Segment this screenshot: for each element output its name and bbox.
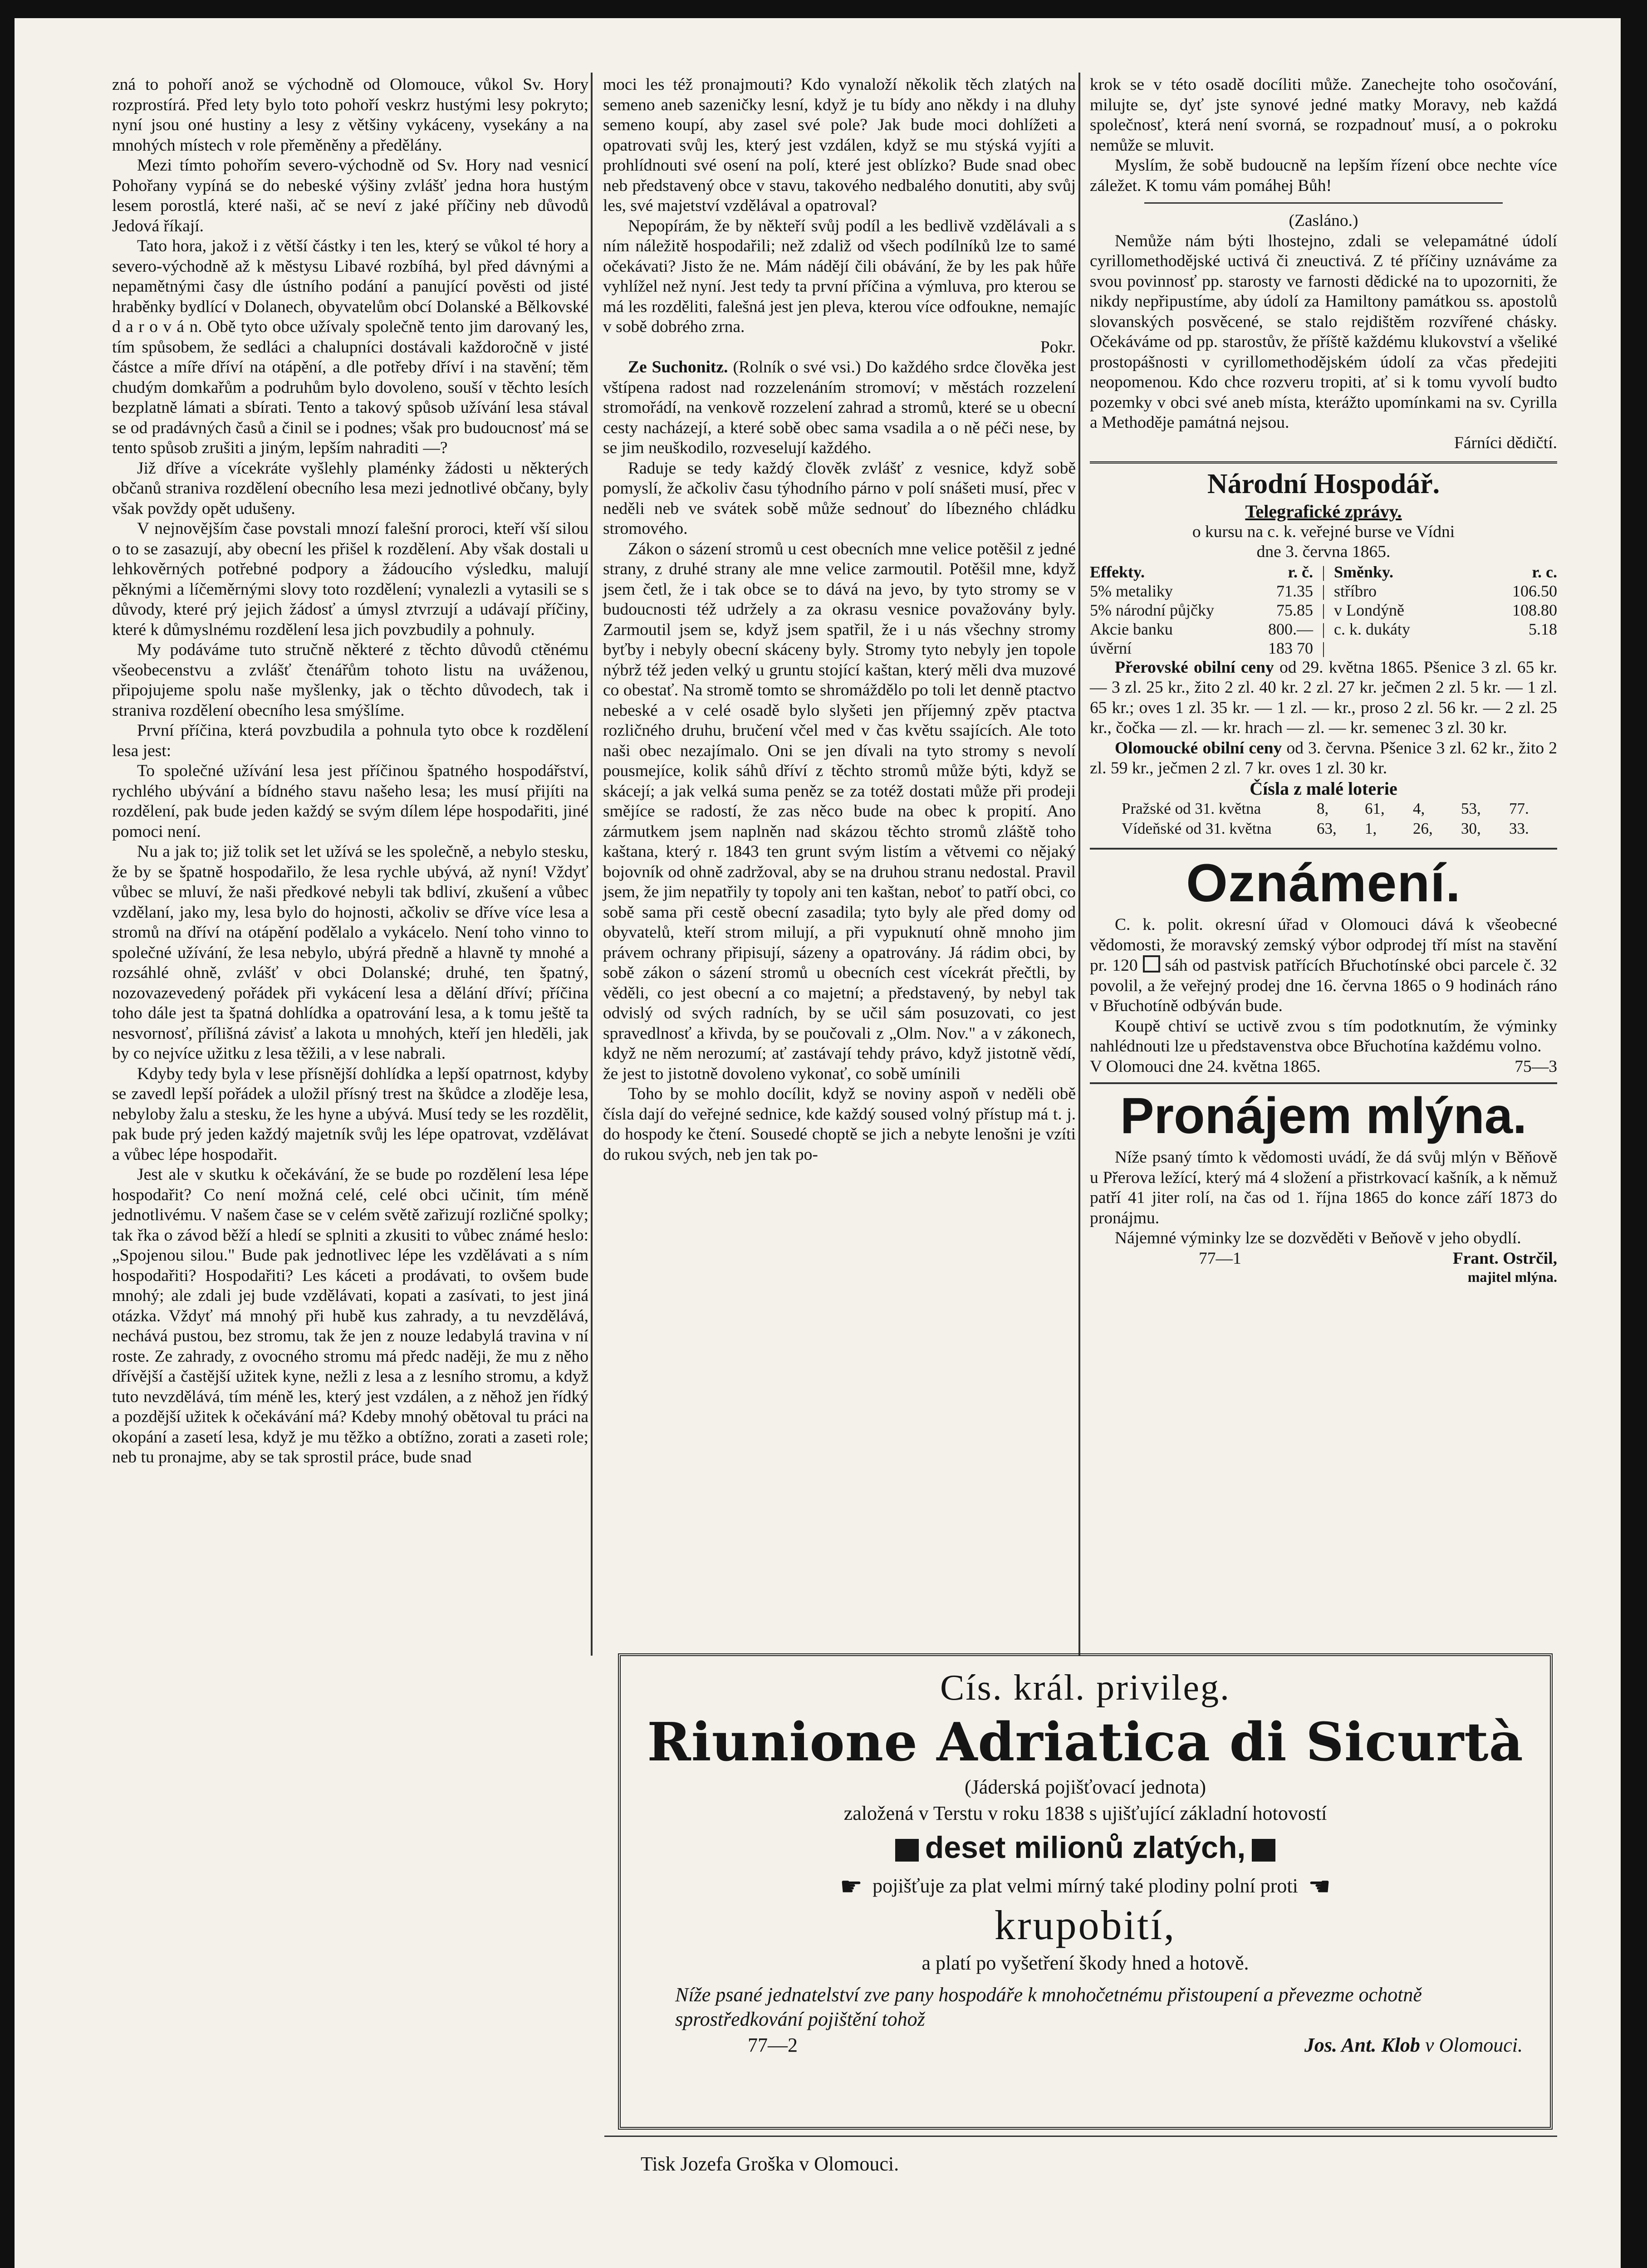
fx-row-value: 106.50 xyxy=(1512,582,1557,600)
ad-agent-name: Jos. Ant. Klob xyxy=(1304,2034,1420,2056)
fx-row-label: stříbro xyxy=(1334,582,1377,600)
divider xyxy=(1090,458,1557,464)
black-bar-icon xyxy=(895,1839,919,1862)
pronajem-signature xyxy=(1090,1249,1557,1269)
oznameni-text xyxy=(1090,915,1557,1017)
ad-pays: a platí po vyšetření škody hned a hotově. xyxy=(922,1952,1249,1974)
telegraph-heading: Telegrafické zprávy. xyxy=(1245,501,1402,522)
col2-ze-article xyxy=(603,357,1076,459)
fx-row-value: 183 70 xyxy=(1268,639,1313,657)
lottery-number: 77. xyxy=(1509,800,1529,817)
col1-para-6: My podáváme tuto stručně některé z těchto důvodů ctěnému všeobecenstvu a zvlášť čtenářům tohoto listu na uváženou, připojujeme spolu naše myšlenky, jak o těchto důvodech, tak i straniva rozdělení obecního lesa smýšlíme. xyxy=(112,640,588,720)
ad-number: 77—2 xyxy=(748,2034,798,2056)
col2-sign: Pokr. xyxy=(1040,337,1076,357)
divider xyxy=(1090,1079,1557,1084)
ad-privileg: Cís. král. privileg. xyxy=(940,1668,1230,1708)
col1-para-8: To společné užívání lesa jest příčinou špatného hospodářství, rychlého ubývání a bídného stavu našeho lesa; les musí přijíti na rozdělení, pak bude jeden každý se svým dílem lépe hospodařiti, jiné pomoci není. xyxy=(112,762,588,841)
fx-head-effects: Effekty. xyxy=(1090,562,1145,581)
pronajem-owner-title: majitel mlýna. xyxy=(1467,1269,1557,1285)
lottery-heading: Čísla z malé loterie xyxy=(1250,778,1397,799)
pointing-hand-left-icon: ☚ xyxy=(1308,1873,1331,1901)
divider xyxy=(1144,196,1503,204)
lottery-number: 8, xyxy=(1317,800,1329,817)
kurs-date: dne 3. června 1865. xyxy=(1256,543,1391,561)
col1-para-1: zná to pohoří anož se východně od Olomouce, vůkol Sv. Hory rozprostírá. Před lety bylo toto pohoří veskrz hustými lesy pokryto; nyní jsou oné hustiny a lesy z většiny vykáceny, vysekány a na mnohých místech v role přeměněny a předělány. xyxy=(112,75,588,155)
column-divider-1 xyxy=(591,73,593,1656)
zaslano-signature: Fárníci dědičtí. xyxy=(1454,433,1557,452)
col1-para-7: První příčina, která povzbudila a pohnula tyto obce k rozdělení lesa jest: xyxy=(112,721,588,760)
lottery-label: Vídeňské od 31. května xyxy=(1122,820,1272,837)
col2-para-3: Raduje se tedy každý člověk zvlášť z vesnice, když sobě pomyslí, že ačkoliv času týhodního párno v polí snášeti musí, přec v neděli neb ve svátek sobě může sednouť do líbezného chládku stromového. xyxy=(603,459,1076,538)
ad-insures-text: pojišťuje za plat velmi mírný také plodiny polní proti xyxy=(873,1875,1298,1897)
column-3 xyxy=(1090,75,1557,1653)
pronajem-text-2: Nájemné výminky lze se dozvěděti v Beňově v jeho obydlí. xyxy=(1115,1229,1521,1247)
zaslano-text: Nemůže nám býti lhostejno, zdali se velepamátné údolí cyrillomethodějské uctivá či zneuctivá. Z té příčiny uznáváme za svou povinnosť pp. starosty ve farnosti dědické na to upozorniti, že nikdy nepřipustíme, aby údolí za Hamiltony památkou ss. apostolů slovanských posvěcené, se stalo rejdištěm rozvířené chásky. Očekáváme od pp. starostův, že příště každému klukovství a všeliké prostopášnosti v cyrillomethodějském údolí za včas předejiti neopomenou. Kdo chce rozveru tropiti, ať si k tomu vyvolí budto pozemky v obci své aneb místa, kterážto upomínkami na sv. Cyrilla a Methoděje památná nejsou. xyxy=(1090,231,1557,432)
fx-row-value: 75.85 xyxy=(1276,601,1313,619)
lottery-number: 26, xyxy=(1413,820,1433,837)
lottery-number: 4, xyxy=(1413,800,1425,817)
col2-para-4: Zákon o sázení stromů u cest obecních mne velice potěšil z jedné strany, z druhé strany ale mne velice zarmoutil. Potěšil mne, když jsem četl, že i tak obce se to dává na jevo, by tyto stromy se v budoucnosti též udržely a za okrasu vesnice považovány byly. Zarmoutil jsem se, když jsem spatřil, že i u nás všechny stromy byťby i nebyly obecní skáceny byly. Stromy tyto nebyly jen topole nýbrž též jeden velký u gruntu stojící kaštan, který měli dva muzové co obestať. Na stromě tomto se shromáždělo po toli let denně ptactvo nebeské a v celé osadě bylo slyšeti jen příjemný zpěv ptactva rozličného druhu, bručení včel med v čas květu ssajících. Ale toto naši obec nezajímalo. Oni se jen dívali na tyto stromy s nevolí pousmejíce, kolik sáhů dříví z těchto stromů může býti, když se skácejí; a jak velká suma peněz se za totéž dostati může při prodeji smějíce se radostí, že zas něco bude na obec k propití. Ano zármutkem jsem naplněn nad skázou těchto stromů zláště toho kaštana, který r. 1843 ten grunt svým listím a větvemi co nějaký bojovník od ohně zadržoval, aby se na druhou stranu nedostal. Pravil jsem, že jim nepatřily ty topoly ani ten kaštan, neboť to patří obci, co sobě sama při cestě obecní zasadila; tyto byly ale před domy od obyvatelů, kteří strom milují, a při vypuknutí ohně mnoho jim právem ochrany připisují, sázeny a opatrovány. Já rádim obci, by sobě zákon o sázení stromů u obecních cest vícekrát přečtli, by věděli, co jest obecní a co majetní; a představený, by nebyl tak odvislý od svých radních, by se učil sám posuzovati, co jest spravedlnosť a křivda, by se poučovali z „Olm. Nov." a v zákonech, když ne něm nerozumí; ať zastávají tehdy právo, když jistotně vědí, že jest to jistotně dovoleno vykonať, co sobě umínili xyxy=(603,539,1076,1083)
col1-para-4: Již dříve a vícekráte vyšlehly plaménky žádosti u některých občanů straniva rozdělení obecního lesa mezi jednotlivé občany, byly však povždy opět udušeny. xyxy=(112,459,588,518)
olomouc-text: od 3. června. Pšenice 3 zl. 62 kr., žito 2 zl. 59 kr., ječmen 2 zl. 7 kr. oves 1 zl. 30 kr. xyxy=(1090,738,1558,777)
exchange-table: Effekty. r. č. | Směnky. r. c. 5% metaliky 71.35 | stříbro 106.50 5% národní půjčky 75.85 | v Londýně 108.80 Akcie banku 800.— | c. k. dukáty 5.18 úvěrní 183 70 | xyxy=(1090,562,1557,657)
col2-para-2: Nepopírám, že by někteří svůj podíl a les bedlivě vzdělávali a s ním náležitě hospodařili; než zdaliž od všech podílníků lze to samé očekávati? Jisto že ne. Mám nádějí čili obávání, že by les pak hůře vyhlížel než nyní. Jest tedy ta první příčina a výmluva, pro kterou se má les rozděliti, falešná jest jen pleva, kterou více odfoukne, nemajíc v sobě dobrého zrna. xyxy=(603,216,1076,336)
ad-capital xyxy=(621,1827,1550,1868)
col1-para-3: Tato hora, jakož i z větší částky i ten les, který se vůkol té hory a severo-východně až k městysu Libavé rozbíhá, byl před dávnými a nepamětnými časy dle ústního podání a panující pověsti od jisté hraběnky bydlící v Dolanech, obyvatelům obcí Dolanské a Bělkovské d a r o v á n. Obě tyto obce užívaly společně tento jim darovaný les, tím spůsobem, že sedláci a chalupníci dostávali každoročně v jisté částce a míře dříví na otápění, a dle potřeby dříví i na stavění; těm chudým domkařům a podruhům bylo dovoleno, souší v těchto lesích bezplatně lámati a sbírati. Tento a takový spůsob užívání lesa stával se od pradávných časů a činil se i podnes; však pro budoucnosť má se tento spůsob zrušiti a jiným, lepším nahraditi —? xyxy=(112,237,588,457)
ad-agent-place: v Olomouci. xyxy=(1425,2034,1523,2056)
pronajem-number: 77—1 xyxy=(1199,1249,1241,1268)
fx-row-label: c. k. dukáty xyxy=(1334,620,1410,638)
col3-para-2: Myslím, že sobě budoucně na lepším řízení obce nechte více záležet. K tomu vám pomáhej Bůh! xyxy=(1090,156,1557,195)
prerov-heading: Přerovské obilní ceny xyxy=(1115,658,1274,677)
fx-row-value: 108.80 xyxy=(1512,601,1557,619)
insurance-advertisement xyxy=(618,1653,1553,2130)
kurs-line: o kursu na c. k. veřejné burse ve Vídni xyxy=(1192,522,1455,541)
column-2 xyxy=(603,75,1076,1581)
column-1 xyxy=(112,75,588,2175)
black-bar-icon xyxy=(1252,1839,1275,1862)
oznameni-text-1: C. k. polit. okresní úřad v Olomouci dává k všeobecné vědomosti, že moravský zemský výbor odprodej tří míst na stavění pr. 120 xyxy=(1090,915,1557,975)
oznameni-place-date: V Olomouci dne 24. května 1865. xyxy=(1090,1057,1321,1076)
fx-head-rc-right: r. c. xyxy=(1532,562,1557,581)
oznameni-number: 75—3 xyxy=(1515,1057,1557,1076)
col1-para-10: Kdyby tedy byla v lese přísnější dohlídka a lepší opatrnost, kdyby se zavedl lepší pořádek a uložil přísný trest na škůdce a zloděje lesa, nebyloby žalu a stesku, že les hyne a ubývá. Musí tedy se les rozdělit, pak bude prý jeden každý majetník svůj les lépe opatrovat, vzdělávat a vůbec lépe hospodařit. xyxy=(112,1064,588,1164)
col3-para-1: krok se v této osadě docíliti může. Zanechejte toho osočování, milujte se, dyť jste synové jedné matky Moravy, neb každá společnosť, která není svorná, se rozpadnouť musí, a o pokroku nemůže se mluvit. xyxy=(1090,75,1557,155)
lottery-number: 63, xyxy=(1317,820,1337,837)
col1-para-9: Nu a jak to; již tolik set let užívá se les společně, a nebylo stesku, že by se špatně hospodařilo, že lesa rychle ubývá, až nyní! Vždyť vůbec se mluví, že naši předkové nebyli tak bdliví, zkušení a vůbec vzdělaní, jako my, lesa bylo do hojnosti, ačkoliv se dříve více lesa a stromů na dříví na otápění podělalo a vykácelo. Není toho vinno to společné užívání, že lesa nebylo, ubýrá předně a hlavně ty mnohé a rozsáhlé ohně, zvlášť v obci Dolanské; druhé, ten špatný, nozovazevedený pořádek při vykácení lesa a dělání dříví; příčina toho dále jest ta špatná dohlídka a opatrování lesa, a k tomu ještě ta nesvornosť, přílišná závisť a lakota u mnohých, kteří jen hleděli, jak by co nejvíce užitku z lesa těžili, a v lese nabrali. xyxy=(112,842,588,1063)
ad-capital-text: deset milionů zlatých, xyxy=(925,1830,1246,1865)
col2-para-1: moci les též pronajmouti? Kdo vynaloží několik těch zlatých na semeno aneb sazeničky lesní, když je tu bídy ano někdy i na dluhy semeno koupí, aby zasel své pole? Jak bude moci dohlížeti a opatrovati svůj les, který jest vzdálen, když se mu stýská vyjíti a prohlídnouti své osení na polí, které jest oblízko? Bude snad obec neb představený obce v stavu, takového nedbalého donutiti, aby svůj les, své majetství vzdělával a opatroval? xyxy=(603,75,1076,215)
pointing-hand-right-icon: ☛ xyxy=(839,1873,863,1901)
prerov-text: od 29. května 1865. Pšenice 3 zl. 65 kr. — 3 zl. 25 kr., žito 2 zl. 40 kr. 2 zl. 27 kr. ječmen 2 zl. 5 kr. — 1 zl. 65 kr.; oves 1 zl. 35 kr. — 1 zl. — kr., proso 2 zl. 56 kr. — 2 zl. 25 kr., čočka — zl. — kr. hrach — zl. — kr. semenec 3 zl. 30 kr. xyxy=(1090,658,1558,737)
lottery-label: Pražské od 31. května xyxy=(1122,800,1261,817)
square-mark-icon xyxy=(1143,955,1160,973)
fx-row-label: 5% národní půjčky xyxy=(1090,601,1214,619)
col1-para-5: V nejnovějším čase povstali mnozí falešní proroci, kteří vší silou o to se zasazují, aby obecní les přišel k rozdělení. Aby však dostali u lehkověrných potřebné podpory a žádoucího výsledku, malují pěknými a líčeměrnými slovy toto rozdělení; vynalezli a vytasili se s důvody, které prý jejich žádosť a úmysl ztvrzují a udávají příčiny, které k důmyslnému rozdělení lesa jich povzbudily a pohnuly. xyxy=(112,519,588,639)
fx-head-bills: Směnky. xyxy=(1334,562,1394,581)
lottery-number: 33. xyxy=(1509,820,1529,837)
ad-signature xyxy=(621,2032,1550,2057)
col2-para-5: Toho by se mohlo docílit, když se noviny aspoň v neděli obě čísla dají do veřejné sednice, kde každý soused volný přístup má t. j. do hospody ke čtení. Sousedé choptě se jich a nebyte lenošni je vzíti do rukou svých, neb jen tak po- xyxy=(603,1085,1076,1164)
ad-founded: založená v Terstu v roku 1838 s ujišťující základní hotovostí xyxy=(843,1802,1327,1824)
ad-insures xyxy=(621,1873,1550,1900)
col1-para-2: Mezi tímto pohořím severo-východně od Sv. Hory nad vesnicí Pohořany vypíná se do nebeské výšiny zvlášť jedna hora hustým lesem porostlá, které naši, ač se neví z jaké příčiny neb důvodů Jedová říkají. xyxy=(112,156,588,235)
olomouc-prices xyxy=(1090,738,1557,779)
lottery-number: 61, xyxy=(1365,800,1385,817)
ad-company-name: Riunione Adriatica di Sicurtà xyxy=(647,1711,1524,1773)
footer-rule xyxy=(604,2136,1557,2137)
narodni-hospodar-heading: Národní Hospodář. xyxy=(1207,469,1440,499)
oznameni-heading: Oznámení. xyxy=(1186,853,1461,913)
oznameni-text-3: Koupě chtiví se uctivě zvou s tím podotknutím, že výminky nahlédnouti lze u představenstva obce Břuchotína každému volno. xyxy=(1090,1017,1557,1056)
newspaper-page xyxy=(15,18,1621,2268)
fx-row-label: úvěrní xyxy=(1090,639,1132,657)
ad-company-czech: (Jáderská pojišťovací jednota) xyxy=(965,1776,1206,1798)
printer-footer: Tisk Jozefa Groška v Olomouci. xyxy=(641,2153,899,2175)
ad-hail: krupobití, xyxy=(994,1902,1176,1948)
lottery-number: 1, xyxy=(1365,820,1377,837)
fx-row-label: Akcie banku xyxy=(1090,620,1173,638)
lottery-table xyxy=(1090,799,1557,839)
fx-row-label: 5% metaliky xyxy=(1090,582,1173,600)
oznameni-signature xyxy=(1090,1057,1557,1077)
fx-row-value: 71.35 xyxy=(1276,582,1313,600)
fx-head-rc-left: r. č. xyxy=(1288,562,1313,581)
lottery-number: 53, xyxy=(1461,800,1481,817)
zaslano-heading: (Zasláno.) xyxy=(1289,211,1358,230)
olomouc-heading: Olomoucké obilní ceny xyxy=(1115,738,1282,758)
divider xyxy=(1090,843,1557,850)
col1-para-11: Jest ale v skutku k očekávání, že se bude po rozdělení lesa lépe hospodařit? Co není možná celé, celé obci učinit, tím méně jednotlivému. V našem čase se v celém světě zařizují rozličné spolky; tak řka o závod běží a hledí se splniti a zkusiti to vůbec známé heslo: „Spojenou silou." Bude pak jednotlivec lépe les vzdělávati a s ním hospodařiti? Hospodařiti? Les káceti a prodávati, to ovšem bude mnohý; ale zdali jej bude vzdělávati, kopati a zasívati, to jest jiná otázka. Vždyť má mnohý při hubě kus zahrady, a tu nevzdělává, nechává pustou, bez stromu, tak že jen z nouze ledabylá travina v ní roste. Ze zahrady, z ovocného stromu má předc naději, že mu z něho dřívější a častější užitek kyne, nežli z lesa a z lesního stromu, a když tuto nevzdělává, tím méně les, který jest vzdálen, a z něhož jen řídký a pozdější užitek k očekávání má? Kdeby mnohý obětoval tu práci na okopání a zasetí lesa, když je mu těžko a obtížno, zorati a zaseti role; neb tu pronajme, aby se tak sprostil práce, bude snad xyxy=(112,1165,588,1466)
pronajem-text: Níže psaný tímto k vědomosti uvádí, že dá svůj mlýn v Běňově u Přerova ležící, který má 4 složení a přistrkovací kašník, a k němuž patří 41 jiter rolí, na čas od 1. října 1865 do konce září 1873 do pronájmu. xyxy=(1090,1148,1557,1227)
ze-suchonitz-text: (Rolník o své vsi.) Do každého srdce člověka jest vštípena radost nad rozzelenáním stromoví; v městách rozzelení stromořádí, na venkově rozzelení zahrad a stromů, které se u obecní cesty nacházejí, a které sobě obec sama vsadila a o ně péči nese, by se jim neuškodilo, rozveselují každého. xyxy=(603,358,1076,457)
prerov-prices xyxy=(1090,658,1557,738)
fx-row-value: 5.18 xyxy=(1529,620,1557,638)
pronajem-heading: Pronájem mlýna. xyxy=(1120,1087,1527,1144)
fx-row-value: 800.— xyxy=(1268,620,1313,638)
ze-suchonitz-heading: Ze Suchonitz. xyxy=(628,358,728,376)
oznameni-text-2: sáh od pastvisk patřících Břuchotínské obci parcele č. 32 povolil, a že veřejný prodej dne 16. června 1865 o 9 hodinách ráno v Břuchotíně odbýván bude. xyxy=(1090,956,1558,1015)
column-divider-2 xyxy=(1078,73,1080,1656)
lottery-number: 30, xyxy=(1461,820,1481,837)
pronajem-owner-name: Frant. Ostrčil, xyxy=(1452,1249,1557,1268)
fx-row-label: v Londýně xyxy=(1334,601,1404,619)
ad-agency-note: Níže psané jednatelství zve pany hospodáře k mnohočetnému přistoupení a převezme ochotně sprostředkování pojištění tohož xyxy=(675,1984,1422,2030)
